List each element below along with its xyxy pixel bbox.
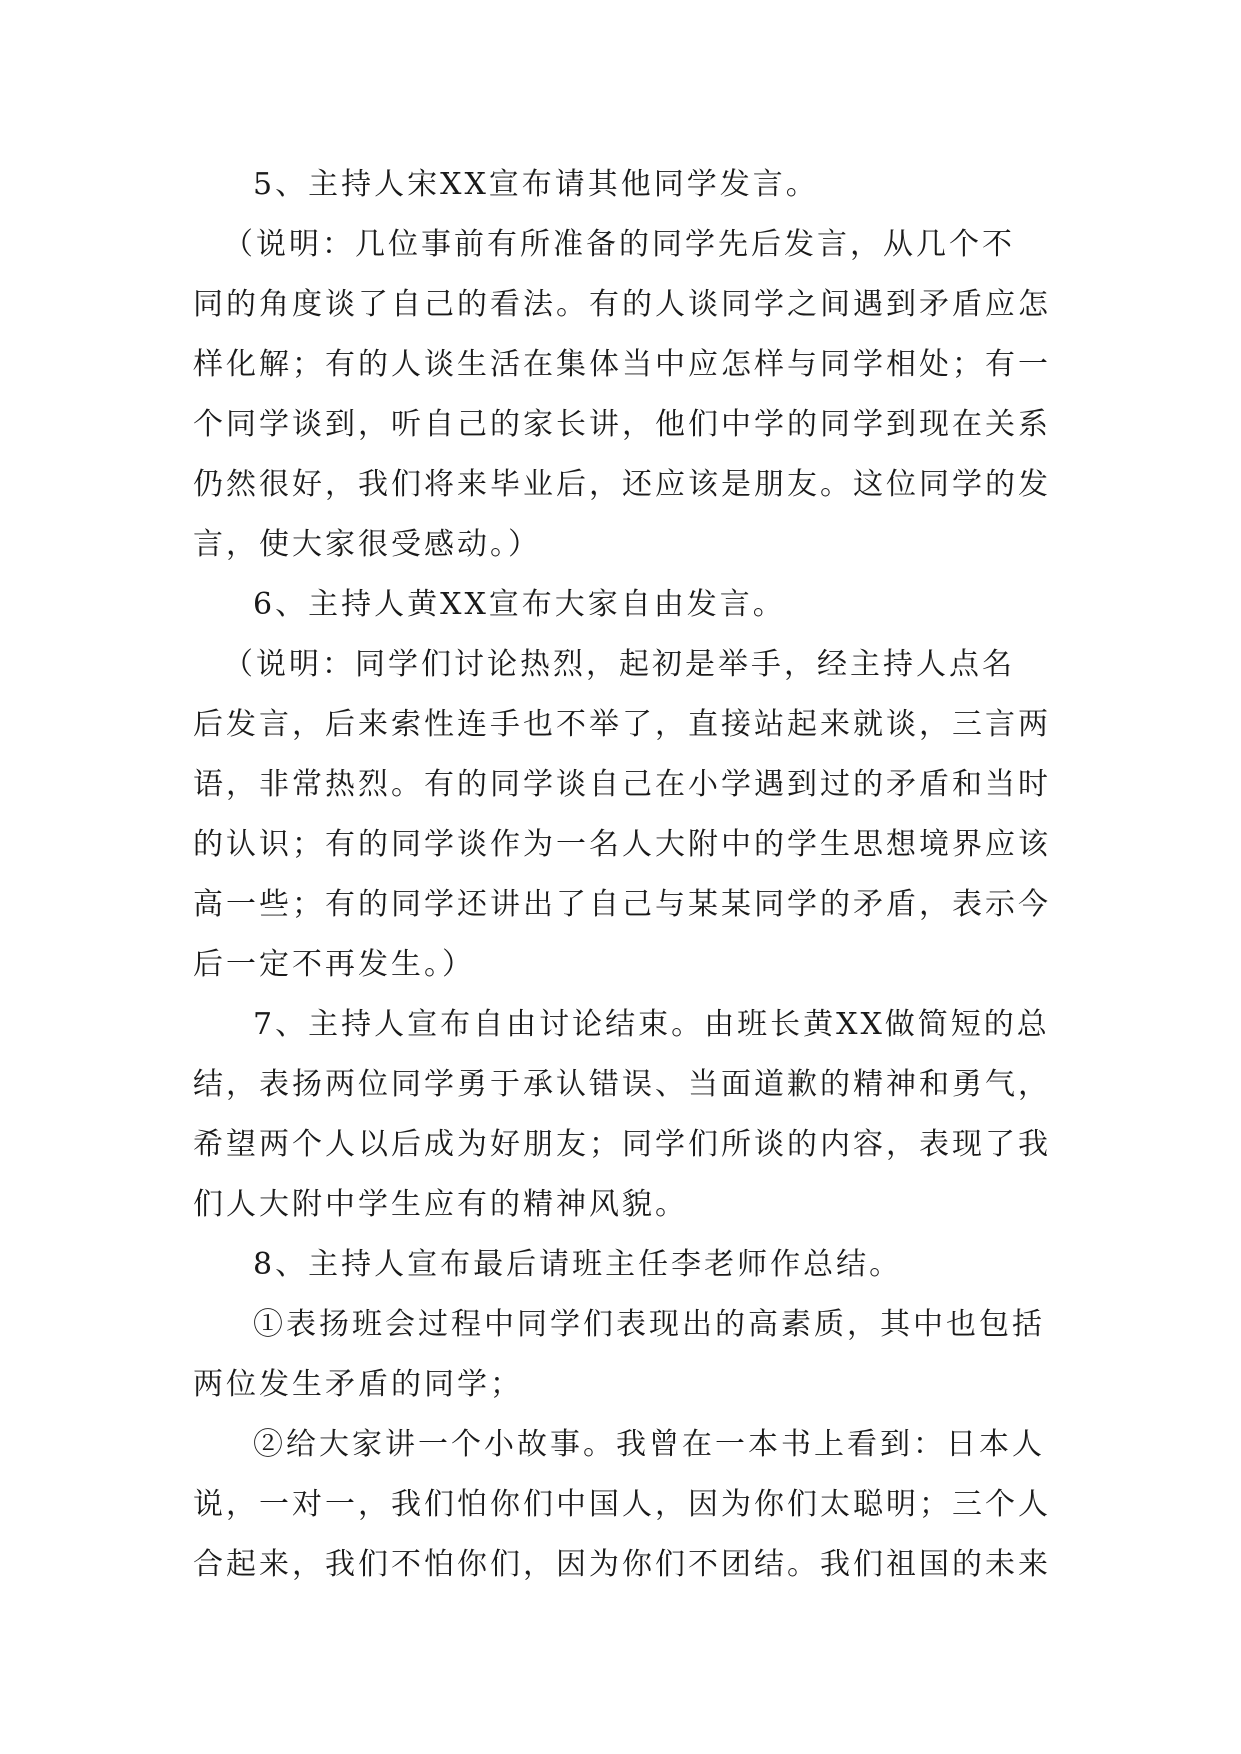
item-5-heading: 5、主持人宋XX宣布请其他同学发言。: [253, 167, 819, 202]
point-1-line-1: ①表扬班会过程中同学们表现出的高素质，其中也包括: [253, 1307, 1045, 1342]
item-8-heading: 8、主持人宣布最后请班主任李老师作总结。: [253, 1247, 903, 1282]
note-5-line-5: 仍然很好，我们将来毕业后，还应该是朋友。这位同学的发: [193, 467, 1051, 502]
item-6-heading: 6、主持人黄XX宣布大家自由发言。: [253, 587, 786, 622]
note-6-line-4: 的认识；有的同学谈作为一名人大附中的学生思想境界应该: [193, 827, 1051, 862]
point-2-line-3: 合起来，我们不怕你们，因为你们不团结。我们祖国的未来: [193, 1547, 1051, 1582]
item-7-line-2: 结，表扬两位同学勇于承认错误、当面道歉的精神和勇气，: [193, 1067, 1051, 1102]
note-6-line-2: 后发言，后来索性连手也不举了，直接站起来就谈，三言两: [193, 707, 1051, 742]
note-5-line-3: 样化解；有的人谈生活在集体当中应怎样与同学相处；有一: [193, 347, 1051, 382]
note-6-line-5: 高一些；有的同学还讲出了自己与某某同学的矛盾，表示今: [193, 887, 1051, 922]
item-7-line-4: 们人大附中学生应有的精神风貌。: [193, 1187, 688, 1222]
document-page: [193, 155, 1053, 1595]
note-6-line-6: 后一定不再发生。）: [193, 947, 475, 982]
note-6-line-1: （说明：同学们讨论热烈，起初是举手，经主持人点名: [223, 647, 1015, 682]
note-5-line-4: 个同学谈到，听自己的家长讲，他们中学的同学到现在关系: [193, 407, 1051, 442]
item-7-line-3: 希望两个人以后成为好朋友；同学们所谈的内容，表现了我: [193, 1127, 1051, 1162]
note-5-line-6: 言，使大家很受感动。）: [193, 527, 541, 562]
note-5-line-1: （说明：几位事前有所准备的同学先后发言，从几个不: [223, 227, 1015, 262]
note-5-line-2: 同的角度谈了自己的看法。有的人谈同学之间遇到矛盾应怎: [193, 287, 1051, 322]
item-7-line-1: 7、主持人宣布自由讨论结束。由班长黄XX做简短的总: [253, 1007, 1050, 1042]
point-1-line-2: 两位发生矛盾的同学；: [193, 1367, 523, 1402]
point-2-line-1: ②给大家讲一个小故事。我曾在一本书上看到：日本人: [253, 1427, 1045, 1462]
note-6-line-3: 语，非常热烈。有的同学谈自己在小学遇到过的矛盾和当时: [193, 767, 1051, 802]
point-2-line-2: 说，一对一，我们怕你们中国人，因为你们太聪明；三个人: [193, 1487, 1051, 1522]
